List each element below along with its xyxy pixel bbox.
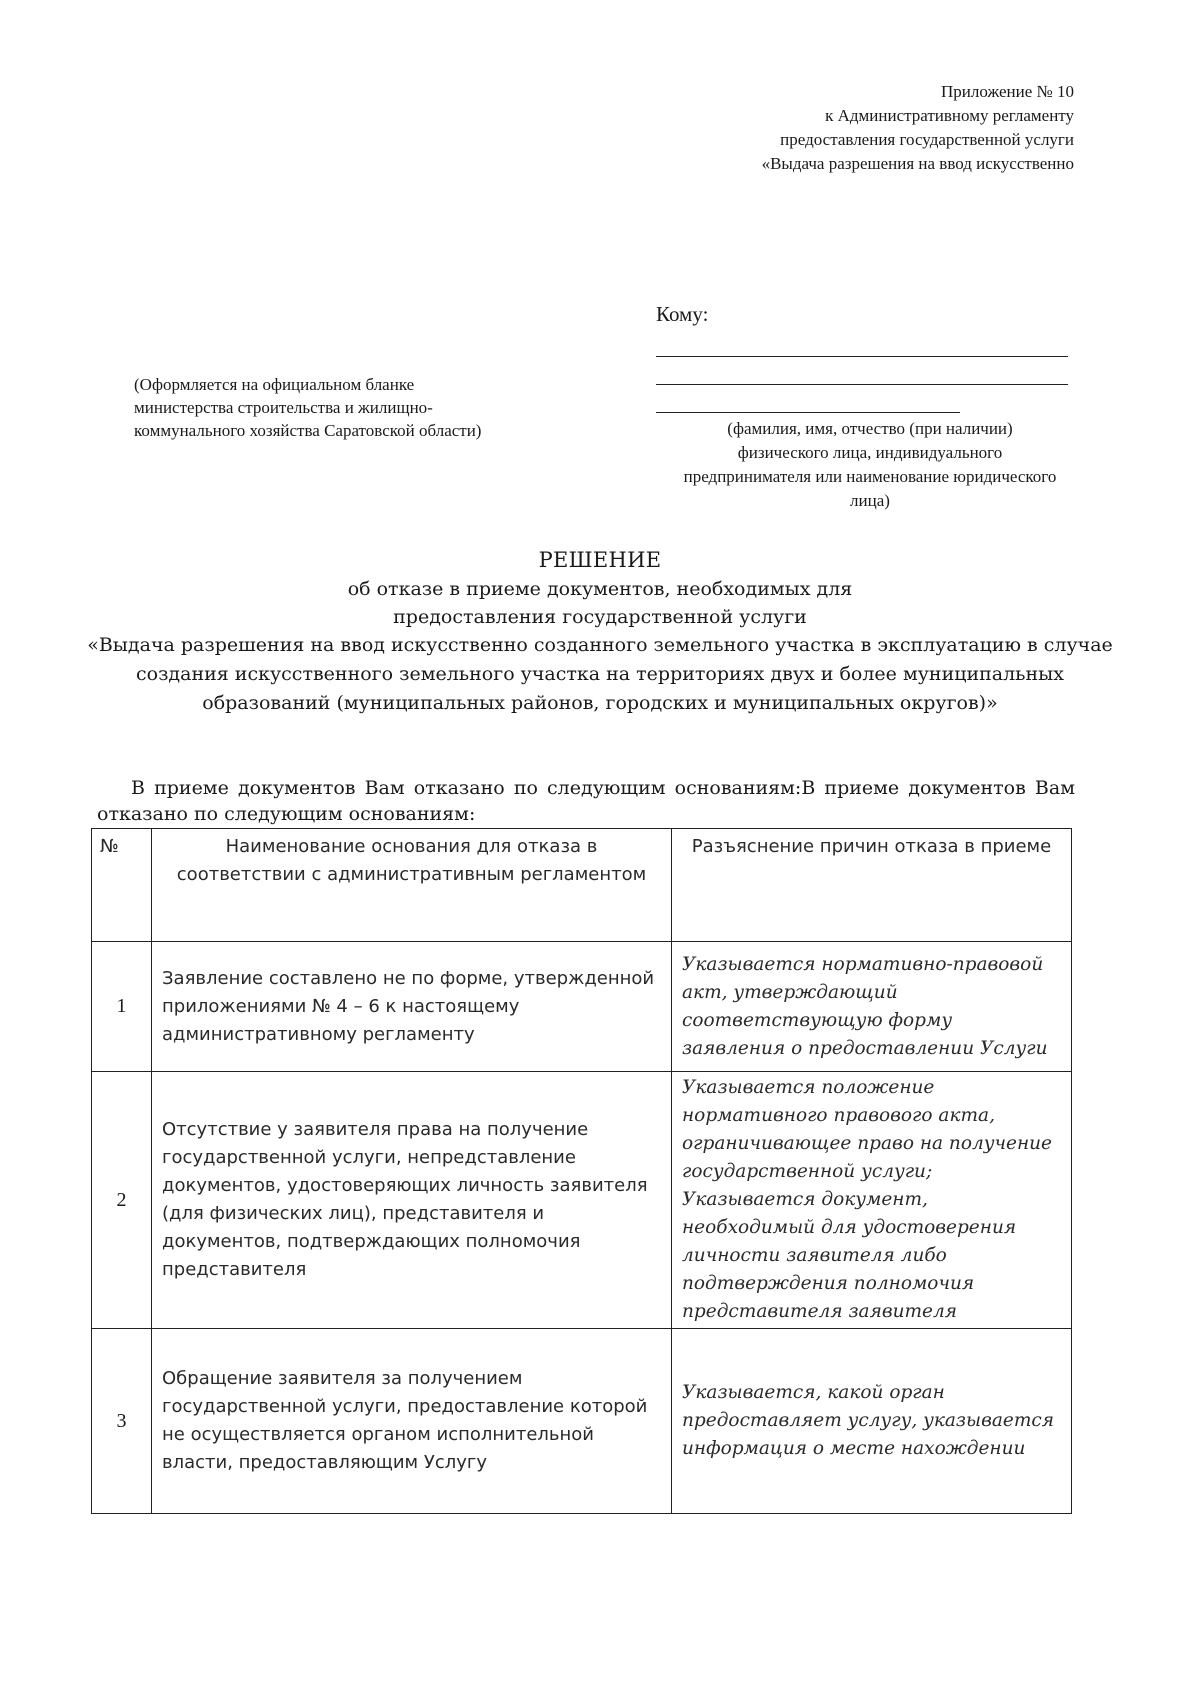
- decision-title: РЕШЕНИЕ: [538, 548, 662, 572]
- row-explanation: Указывается нормативно-правовой акт, утверждающий соответствующую форму заявления о предоставлении Услуги: [672, 942, 1072, 1072]
- header-reason: Наименование основания для отказа в соответствии с административным регламентом: [152, 829, 672, 942]
- row-reason: Обращение заявителя за получением государственной услуги, предоставление которой не осуществляется органом исполнительной власти, предоставляющим Услугу: [152, 1329, 672, 1514]
- row-number: 1: [92, 942, 152, 1072]
- row-reason: Заявление составлено не по форме, утвержденной приложениями № 4 – 6 к настоящему административному регламенту: [152, 942, 672, 1072]
- row-reason: Отсутствие у заявителя права на получение государственной услуги, непредставление документов, удостоверяющих личность заявителя (для физических лиц), представителя и документов, подтверждающих полномочия представителя: [152, 1072, 672, 1329]
- row-number: 2: [92, 1072, 152, 1329]
- decision-service-name: «Выдача разрешения на ввод искусственно созданного земельного участка в эксплуатацию в случае создания искусственного земельного участка на территориях двух и более муниципальных образований (муниципальных районов, городских и муниципальных округов)»: [87, 634, 1113, 714]
- header-explanation: Разъяснение причин отказа в приеме: [672, 829, 1072, 942]
- decision-title-block: [80, 545, 1120, 718]
- decision-subtitle: об отказе в приеме документов, необходимых для предоставления государственной услуги: [347, 578, 853, 628]
- recipient-label: Кому:: [656, 302, 709, 326]
- refusal-intro: В приеме документов Вам отказано по следующим основаниям:В приеме документов Вам отказано по следующим основаниям:: [97, 777, 1075, 825]
- row-explanation: Указывается, какой орган предоставляет услугу, указывается информация о месте нахождении: [672, 1329, 1072, 1514]
- official-blank-note: (Оформляется на официальном бланке министерства строительства и жилищно-коммунального хозяйства Саратовской области): [134, 375, 482, 440]
- appendix-number: Приложение № 10: [941, 82, 1074, 101]
- table-row: [92, 1072, 1072, 1329]
- appendix-service-name: «Выдача разрешения на ввод искусственно: [761, 154, 1074, 173]
- refusal-grounds-table: [91, 828, 1072, 1514]
- table-row: [92, 1329, 1072, 1514]
- header-num: №: [92, 829, 152, 942]
- table-header-row: [92, 829, 1072, 942]
- recipient-field-line-3: [656, 412, 960, 413]
- row-number: 3: [92, 1329, 152, 1514]
- table-row: [92, 942, 1072, 1072]
- appendix-service-provision: предоставления государственной услуги: [780, 130, 1074, 149]
- recipient-field-line-1: [656, 356, 1068, 357]
- row-explanation: Указывается положение нормативного правового акта, ограничивающее право на получение государственной услуги; Указывается документ, необходимый для удостоверения личности заявителя либо подтверждения полномочия представителя заявителя: [672, 1072, 1072, 1329]
- appendix-header: [762, 80, 1074, 176]
- appendix-regulation: к Административному регламенту: [825, 106, 1074, 125]
- recipient-field-line-2: [656, 384, 1068, 385]
- recipient-caption: (фамилия, имя, отчество (при наличии) физического лица, индивидуального предпринимателя или наименование юридического лица): [683, 419, 1057, 510]
